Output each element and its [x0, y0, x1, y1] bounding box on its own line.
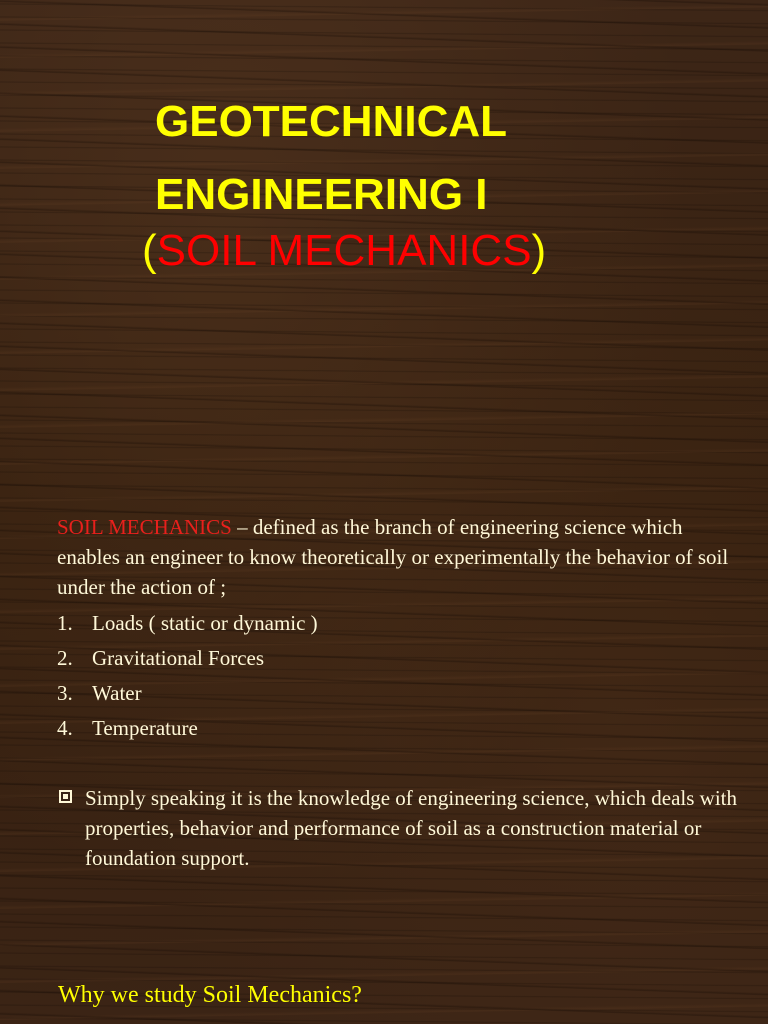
list-number: 3.	[57, 681, 73, 705]
list-number: 1.	[57, 611, 73, 635]
list-number: 4.	[57, 716, 73, 740]
section-question: Why we study Soil Mechanics?	[58, 982, 362, 1008]
open-paren: (	[142, 226, 157, 275]
close-paren: )	[531, 226, 547, 275]
list-item	[57, 641, 737, 676]
list-text: Water	[92, 681, 142, 705]
list-item	[57, 676, 737, 711]
subtitle-text: SOIL MECHANICS	[156, 226, 532, 275]
factors-list	[57, 606, 737, 746]
list-text: Gravitational Forces	[92, 646, 265, 670]
note-text: Simply speaking it is the knowledge of engineering science, which deals with properties, behavior and performance of soil as a construction material or foundation support.	[85, 786, 738, 870]
slide-title	[0, 90, 768, 283]
list-text: Temperature	[92, 716, 198, 740]
square-bullet-icon	[59, 790, 72, 803]
definition-term: SOIL MECHANICS	[57, 515, 232, 539]
title-line-1: GEOTECHNICAL	[155, 97, 507, 146]
definition-text: – defined as the branch of engineering science which enables an engineer to know theoretically or experimentally the behavior of soil under the action of ;	[57, 515, 729, 599]
list-number: 2.	[57, 646, 73, 670]
list-text: Loads ( static or dynamic )	[92, 611, 318, 635]
list-item	[57, 606, 737, 641]
note-paragraph	[57, 783, 737, 873]
slide-body	[57, 512, 737, 873]
list-item	[57, 711, 737, 746]
title-line-2: ENGINEERING I	[155, 170, 488, 219]
title-subtitle	[0, 219, 768, 283]
definition-paragraph	[57, 512, 737, 602]
